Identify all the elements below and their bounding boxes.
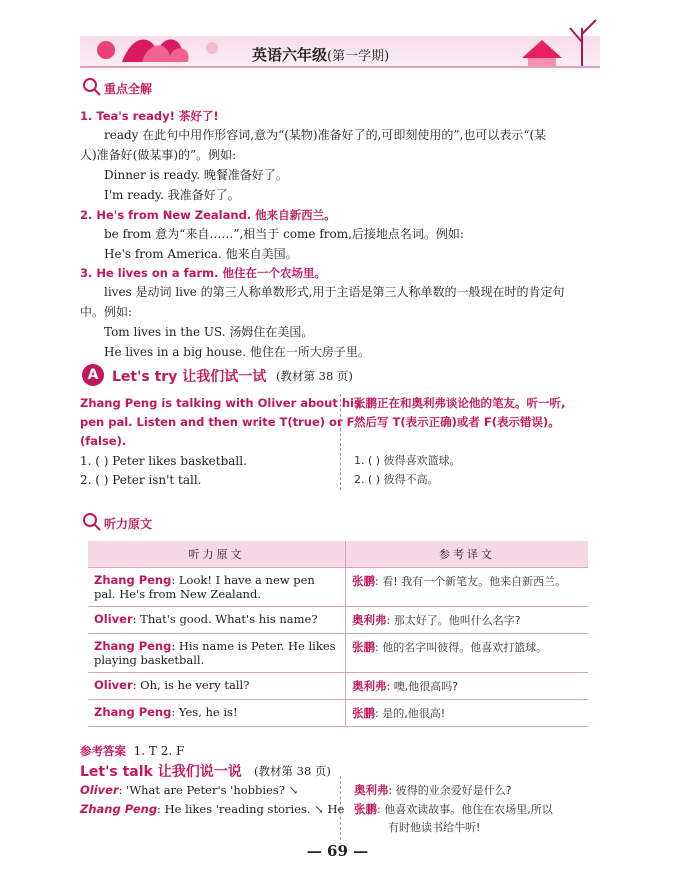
lets-try-cn-instruction [354, 394, 565, 432]
point-3-example: Tom lives in the US. 汤姆住在美国。 [104, 325, 314, 339]
lets-talk-title: Let's talk 让我们说一说 [80, 764, 242, 780]
dialog-line-cn: 奥利弗: 彼得的业余爱好是什么? [354, 783, 512, 797]
lets-try-en-instruction [80, 394, 361, 451]
speaker-name: Zhang Peng [94, 639, 172, 653]
tree-icon [570, 20, 596, 66]
magnifier-icon [82, 512, 102, 532]
point-3-example: He lives in a big house. 他住在一所大房子里。 [104, 345, 370, 359]
bubble-icon [97, 41, 115, 59]
table-cell: 奥利弗: 噢,他很高吗? [346, 673, 589, 700]
speaker-name: 张鹏 [352, 706, 375, 720]
instruction-line: 张鹏正在和奥利弗谈论他的笔友。听一听, [354, 396, 566, 410]
table-cell: 奥利弗: 那太好了。他叫什么名字? [346, 607, 589, 634]
table-header-row [88, 541, 588, 568]
dialog-text: 噢,他很高吗? [393, 680, 459, 693]
column-divider [340, 394, 341, 490]
table-row [88, 607, 588, 634]
dialog-text: 是的,他很高! [382, 707, 446, 720]
dialog-text: That's good. What's his name? [140, 612, 318, 626]
book-title: 英语六年级 [252, 46, 328, 64]
bubble-icon [206, 42, 218, 54]
section-a-badge: A [82, 364, 104, 386]
point-2-title: 2. He's from New Zealand. 他来自新西兰。 [80, 208, 336, 222]
table-row [88, 700, 588, 727]
instruction-line: Zhang Peng is talking with Oliver about his [80, 396, 361, 410]
point-3-line: 中。例如: [80, 305, 133, 319]
listening-table [88, 541, 588, 727]
instruction-line: (false). [80, 434, 127, 448]
speaker-name: Oliver [80, 783, 119, 797]
instruction-line: pen pal. Listen and then write T(true) or F [80, 415, 355, 429]
dialog-line-cn: 张鹏: 他喜欢读故事。他住在农场里,所以 [354, 802, 553, 816]
speaker-name: 张鹏 [352, 574, 375, 588]
dialog-text: 'What are Peter's 'hobbies? ↘ [126, 783, 299, 797]
table-cell: Zhang Peng: Yes, he is! [88, 700, 346, 727]
exercise-item-2: 2. ( ) Peter isn't tall. [80, 473, 202, 487]
lets-try-title: Let's try 让我们试一试 [112, 369, 267, 385]
speaker-name: Zhang Peng [80, 802, 158, 816]
lets-talk-page-ref: (教材第 38 页) [254, 764, 331, 778]
table-cell: 张鹏: 看! 我有一个新笔友。他来自新西兰。 [346, 568, 589, 607]
page-number: — 69 — [306, 842, 369, 860]
listening-heading: 听力原文 [104, 517, 153, 531]
page-header-title [252, 44, 389, 65]
speaker-name: 奥利弗 [352, 613, 387, 627]
point-1-title: 1. Tea's ready! 茶好了! [80, 109, 219, 123]
exercise-item-2-cn: 2. ( ) 彼得不高。 [354, 473, 439, 486]
dialog-text: 他的名字叫彼得。他喜欢打篮球。 [382, 641, 548, 654]
point-1-example: Dinner is ready. 晚餐准备好了。 [104, 168, 288, 182]
speaker-name: Zhang Peng [94, 705, 172, 719]
exercise-item-1-cn: 1. ( ) 彼得喜欢篮球。 [354, 454, 461, 467]
speaker-name: 奥利弗 [354, 783, 389, 797]
point-2-example: He's from America. 他来自美国。 [104, 247, 298, 261]
house-icon [522, 40, 562, 58]
point-1-example: I'm ready. 我准备好了。 [104, 188, 240, 202]
answer-line [80, 741, 184, 761]
column-header: 听力原文 [88, 541, 346, 568]
speaker-name: 奥利弗 [352, 679, 387, 693]
lets-try-page-ref: (教材第 38 页) [276, 369, 353, 383]
answer-label: 参考答案 [80, 744, 126, 758]
dialog-line: Oliver: 'What are Peter's 'hobbies? ↘ [80, 783, 299, 797]
key-points-heading: 重点全解 [104, 82, 153, 96]
table-cell: Oliver: Oh, is he very tall? [88, 673, 346, 700]
dialog-text: 彼得的业余爱好是什么? [395, 784, 512, 797]
dialog-line-cn-cont: 有时他读书给牛听! [388, 821, 481, 834]
table-row [88, 634, 588, 673]
exercise-item-1: 1. ( ) Peter likes basketball. [80, 454, 247, 468]
point-3-title: 3. He lives on a farm. 他住在一个农场里。 [80, 266, 326, 280]
book-subtitle: (第一学期) [327, 49, 390, 64]
dialog-text: Look! I have a new pen pal. He's from New Zealand. [94, 573, 315, 601]
dialog-text: His name is Peter. He likes playing basketball. [94, 639, 336, 667]
speaker-name: Oliver [94, 612, 133, 626]
table-cell: 张鹏: 是的,他很高! [346, 700, 589, 727]
point-1-line: ready 在此句中用作形容词,意为“(某物)准备好了的,可即刻使用的”,也可以表示“(某 [104, 128, 547, 142]
speaker-name: 张鹏 [352, 640, 375, 654]
dialog-text: 看! 我有一个新笔友。他来自新西兰。 [382, 575, 567, 588]
speaker-name: Oliver [94, 678, 133, 692]
speaker-name: Zhang Peng [94, 573, 172, 587]
table-cell: 张鹏: 他的名字叫彼得。他喜欢打篮球。 [346, 634, 589, 673]
dialog-text: 他喜欢读故事。他住在农场里,所以 [384, 803, 553, 816]
point-2-line: be from 意为“来自……”,相当于 come from,后接地点名词。例如: [104, 227, 464, 241]
dialog-text: Oh, is he very tall? [140, 678, 250, 692]
point-1-line: 人)准备好(做某事)的”。例如: [80, 148, 237, 162]
house-icon [528, 58, 556, 66]
dialog-line: Zhang Peng: He likes 'reading stories. ↘ He [80, 802, 345, 816]
table-row [88, 673, 588, 700]
dialog-text: Yes, he is! [178, 705, 238, 719]
answer-text: 1. T 2. F [133, 744, 185, 758]
table-cell: Zhang Peng: Look! I have a new pen pal. He's from New Zealand. [88, 568, 346, 607]
column-header: 参考译文 [346, 541, 589, 568]
dialog-text: He likes 'reading stories. ↘ He [164, 802, 345, 816]
magnifier-icon [82, 77, 102, 97]
speaker-name: 张鹏 [354, 802, 377, 816]
instruction-line: 然后写 T(表示正确)或者 F(表示错误)。 [354, 415, 560, 429]
table-cell: Oliver: That's good. What's his name? [88, 607, 346, 634]
table-row [88, 568, 588, 607]
point-3-line: lives 是动词 live 的第三人称单数形式,用于主语是第三人称单数的一般现在时的肯定句 [104, 285, 565, 299]
dialog-text: 那太好了。他叫什么名字? [393, 614, 521, 627]
table-cell: Zhang Peng: His name is Peter. He likes playing basketball. [88, 634, 346, 673]
